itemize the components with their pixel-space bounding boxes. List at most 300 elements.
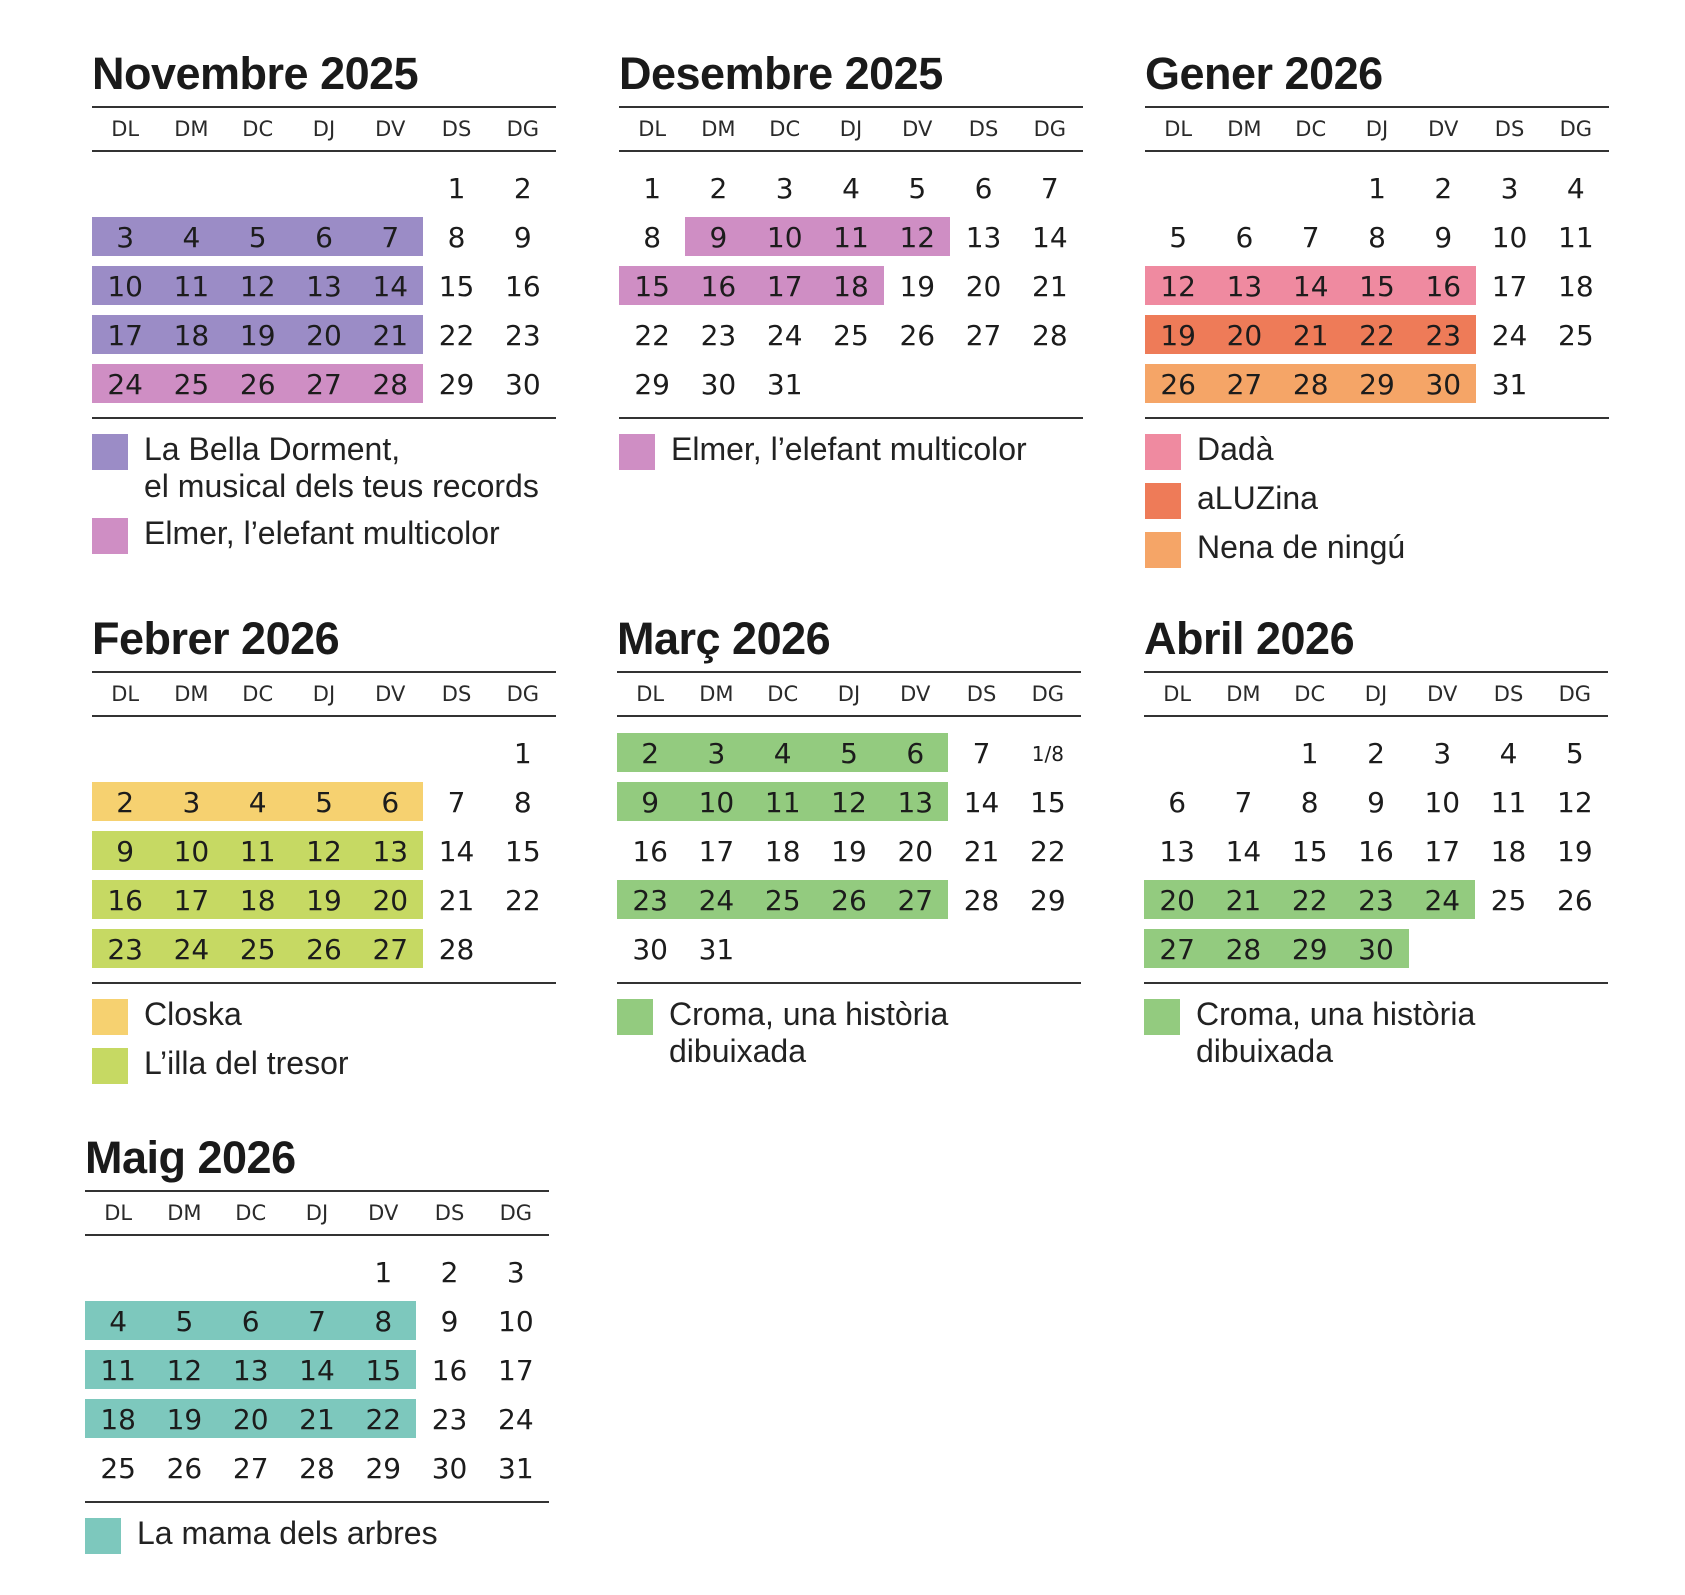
day-cell[interactable]: 2 [1367,737,1385,770]
month-title: Novembre 2025 [92,48,419,99]
day-cell[interactable]: 9 [1367,786,1385,819]
weekday-dg: DG [499,1201,533,1225]
day-cell[interactable]: 15 [505,835,541,868]
day-cell[interactable]: 26 [899,319,936,352]
day-cell[interactable]: 13 [1159,835,1195,868]
day-cell[interactable]: 1 [1300,737,1319,770]
day-cell[interactable]: 10 [1424,786,1461,819]
day-cell[interactable]: 3 [182,786,201,819]
day-cell[interactable]: 17 [766,270,803,303]
day-cell[interactable]: 15 [438,270,475,303]
day-cell[interactable]: 1 [513,737,532,770]
weekday-dm: DM [701,117,736,141]
day-cell[interactable]: 10 [1491,221,1528,254]
day-cell[interactable]: 24 [107,368,143,401]
day-cell[interactable]: 10 [498,1305,534,1338]
day-cell[interactable]: 14 [299,1354,335,1387]
month-nov-2025 [92,42,556,564]
day-cell[interactable]: 6 [1235,221,1254,254]
day-cell[interactable]: 31 [766,368,803,401]
weekday-header [92,671,556,717]
day-cell[interactable]: 28 [299,1452,335,1485]
day-cell[interactable]: 3 [506,1256,525,1289]
legend [617,996,1081,1070]
day-cell[interactable]: 27 [897,884,934,917]
day-cell[interactable]: 29 [1291,933,1328,966]
day-cell[interactable]: 29 [365,1452,402,1485]
day-cell[interactable]: 5 [175,1305,194,1338]
legend-label: La Bella Dorment, el musical dels teus records [144,431,539,504]
weekday-dc: DC [235,1201,267,1225]
day-cell[interactable]: 7 [972,737,991,770]
day-cell[interactable]: 10 [107,270,143,303]
weekday-ds: DS [441,682,472,706]
weekday-dl: DL [111,117,140,141]
day-cell[interactable]: 20 [965,270,1002,303]
day-cell[interactable]: 20 [1226,319,1263,352]
day-cell[interactable]: 18 [100,1403,136,1436]
weekday-dg: DG [1031,682,1065,706]
day-cell[interactable]: 6 [315,221,333,254]
weekday-dl: DL [638,117,667,141]
week-row [92,876,556,925]
legend-label: Croma, una història dibuixada [1196,996,1476,1069]
day-cell[interactable]: 2 [709,172,728,205]
weekday-ds: DS [1494,117,1525,141]
legend-swatch-aluzina [1145,483,1181,519]
day-cell[interactable]: 30 [431,1452,468,1485]
weekday-header [85,1190,549,1236]
weekday-dv: DV [368,1201,399,1225]
day-cell[interactable]: 29 [634,368,670,401]
month-may-2026 [85,1126,549,1564]
legend-swatch-closka [92,999,128,1035]
month-title: Gener 2026 [1145,48,1383,99]
weekday-dv: DV [375,682,406,706]
day-cell[interactable]: 11 [1490,786,1527,819]
day-cell[interactable]: 23 [1358,884,1394,917]
legend-label: Croma, una història dibuixada [669,996,949,1069]
day-grid [617,717,1081,974]
day-cell[interactable]: 26 [1557,884,1593,917]
legend-item [619,431,1083,470]
weekday-ds: DS [968,117,999,141]
day-cell[interactable]: 23 [1425,319,1462,352]
day-cell[interactable]: 30 [505,368,541,401]
day-cell[interactable]: 27 [306,368,342,401]
day-cell[interactable]: 26 [166,1452,203,1485]
day-cell[interactable]: 3 [1433,737,1452,770]
day-cell[interactable]: 31 [498,1452,534,1485]
day-cell[interactable]: 23 [107,933,143,966]
day-cell[interactable]: 2 [116,786,135,819]
day-cell[interactable]: 26 [239,368,276,401]
day-cell[interactable]: 16 [1425,270,1462,303]
day-cell[interactable]: 15 [1291,835,1328,868]
week-row [617,925,1081,974]
day-cell[interactable]: 2 [440,1256,459,1289]
day-cell[interactable]: 30 [1425,368,1462,401]
day-cell[interactable]: 24 [698,884,735,917]
day-cell[interactable]: 4 [109,1305,128,1338]
day-cell[interactable]: 7 [1301,221,1320,254]
day-cell[interactable]: 22 [1359,319,1395,352]
day-cell[interactable]: 22 [365,1403,402,1436]
day-cell[interactable]: 16 [1358,835,1394,868]
day-cell[interactable]: 12 [899,221,936,254]
day-cell[interactable]: 20 [306,319,342,352]
day-cell[interactable]: 5 [248,221,267,254]
day-cell[interactable]: 9 [513,221,532,254]
day-cell[interactable]: 22 [1291,884,1328,917]
weekday-header [619,106,1083,152]
day-cell[interactable]: 13 [232,1354,269,1387]
day-cell[interactable]: 14 [1225,835,1262,868]
day-cell[interactable]: 18 [764,835,801,868]
day-cell[interactable]: 6 [1168,786,1187,819]
day-cell[interactable]: 27 [1226,368,1263,401]
legend-swatch-croma [617,999,653,1035]
day-cell[interactable]: 12 [166,1354,203,1387]
day-cell[interactable]: 14 [963,786,1000,819]
day-cell[interactable]: 27 [1159,933,1195,966]
day-cell[interactable]: 25 [1490,884,1527,917]
legend [619,431,1083,470]
weekday-ds: DS [434,1201,465,1225]
day-cell[interactable]: 11 [764,786,801,819]
day-cell[interactable]: 13 [372,835,409,868]
day-cell[interactable]: 20 [232,1403,269,1436]
legend [1145,431,1609,568]
week-row [85,1444,549,1493]
day-cell[interactable]: 15 [1359,270,1395,303]
day-cell[interactable]: 31 [698,933,735,966]
day-cell[interactable]: 14 [1292,270,1329,303]
day-cell[interactable]: 19 [1557,835,1593,868]
day-cell[interactable]: 1 [643,172,662,205]
day-cell[interactable]: 3 [775,172,794,205]
day-cell[interactable]: 15 [365,1354,402,1387]
weekday-dj: DJ [312,682,336,706]
day-cell[interactable]: 28 [1292,368,1329,401]
day-cell[interactable]: 11 [239,835,276,868]
day-cell[interactable]: 19 [306,884,342,917]
day-cell[interactable]: 12 [831,786,867,819]
day-cell[interactable]: 25 [833,319,869,352]
day-cell[interactable]: 6 [381,786,400,819]
day-cell[interactable]: 24 [498,1403,534,1436]
day-cell[interactable]: 15 [1030,786,1066,819]
day-cell[interactable]: 17 [498,1354,534,1387]
week-row [617,876,1081,925]
day-cell[interactable]: 23 [431,1403,468,1436]
day-cell[interactable]: 11 [1558,221,1594,254]
week-row [619,262,1083,311]
day-cell[interactable]: 22 [634,319,670,352]
legend-swatch-mama [85,1518,121,1554]
day-cell[interactable]: 1 [447,172,466,205]
day-cell[interactable]: 17 [698,835,735,868]
day-cell[interactable]: 8 [447,221,466,254]
day-grid [1144,717,1608,974]
day-cell[interactable]: 19 [166,1403,203,1436]
day-cell[interactable]: 28 [372,368,409,401]
day-cell[interactable]: 6 [974,172,993,205]
day-cell[interactable]: 4 [842,172,860,205]
day-cell[interactable]: 16 [700,270,737,303]
weekday-dc: DC [1294,682,1326,706]
day-cell[interactable]: 8 [1300,786,1319,819]
day-cell[interactable]: 17 [107,319,143,352]
day-cell[interactable]: 6 [241,1305,260,1338]
legend-swatch-dada [1145,434,1181,470]
week-row [1144,778,1608,827]
bottom-divider [1145,417,1609,419]
day-cell[interactable]: 25 [764,884,801,917]
weekday-dl: DL [1163,682,1192,706]
day-cell[interactable]: 24 [766,319,803,352]
month-title: Abril 2026 [1144,613,1355,664]
day-cell[interactable]: 12 [1160,270,1196,303]
day-cell[interactable]: 1/8 [1031,741,1064,766]
day-cell[interactable]: 17 [1491,270,1528,303]
day-cell[interactable]: 20 [1159,884,1195,917]
day-cell[interactable]: 26 [1160,368,1196,401]
day-cell[interactable]: 13 [897,786,934,819]
day-cell[interactable]: 5 [1169,221,1188,254]
day-cell[interactable]: 5 [908,172,927,205]
day-cell[interactable]: 29 [1359,368,1395,401]
day-cell[interactable]: 18 [833,270,869,303]
day-cell[interactable]: 10 [766,221,803,254]
weekday-dv: DV [1428,117,1459,141]
weekday-dj: DJ [1365,117,1389,141]
day-cell[interactable]: 18 [1490,835,1527,868]
legend-item [1144,996,1608,1070]
day-cell[interactable]: 9 [116,835,135,868]
bottom-divider [1144,982,1608,984]
day-cell[interactable]: 16 [632,835,668,868]
day-grid [92,717,556,974]
day-cell[interactable]: 18 [1558,270,1594,303]
legend-item [92,431,556,505]
day-cell[interactable]: 21 [299,1403,335,1436]
day-cell[interactable]: 28 [438,933,475,966]
day-cell[interactable]: 24 [1424,884,1461,917]
legend-label: L’illa del tresor [144,1045,349,1081]
day-grid [85,1236,549,1493]
day-cell[interactable]: 3 [116,221,135,254]
day-cell[interactable]: 1 [1368,172,1386,205]
week-row [92,360,556,409]
bottom-divider [617,982,1081,984]
day-cell[interactable]: 13 [1226,270,1263,303]
weekday-dj: DJ [837,682,861,706]
day-cell[interactable]: 7 [308,1305,326,1338]
day-cell[interactable]: 2 [1434,172,1453,205]
day-cell[interactable]: 12 [239,270,276,303]
month-jan-2026 [1145,42,1609,578]
bottom-divider [619,417,1083,419]
day-cell[interactable]: 21 [1225,884,1262,917]
day-cell[interactable]: 13 [306,270,342,303]
weekday-dl: DL [1164,117,1193,141]
day-cell[interactable]: 7 [1040,172,1059,205]
day-cell[interactable]: 1 [374,1256,393,1289]
day-cell[interactable]: 2 [513,172,532,205]
day-cell[interactable]: 7 [447,786,466,819]
day-cell[interactable]: 21 [963,835,1000,868]
day-cell[interactable]: 23 [700,319,737,352]
day-cell[interactable]: 31 [1491,368,1528,401]
day-cell[interactable]: 25 [100,1452,136,1485]
weekday-dv: DV [375,117,406,141]
month-title: Maig 2026 [85,1132,296,1183]
day-cell[interactable]: 2 [641,737,660,770]
day-cell[interactable]: 4 [248,786,267,819]
day-cell[interactable]: 28 [1225,933,1262,966]
day-cell[interactable]: 30 [1358,933,1394,966]
week-row [1145,262,1609,311]
legend-label: Nena de ningú [1197,529,1406,565]
day-cell[interactable]: 30 [700,368,737,401]
day-cell[interactable]: 7 [381,221,400,254]
bottom-divider [92,417,556,419]
day-cell[interactable]: 28 [1032,319,1068,352]
bottom-divider [85,1501,549,1503]
day-cell[interactable]: 21 [1032,270,1068,303]
week-row [92,262,556,311]
day-cell[interactable]: 4 [773,737,792,770]
day-cell[interactable]: 10 [173,835,210,868]
week-row [1145,213,1609,262]
day-cell[interactable]: 3 [707,737,726,770]
day-cell[interactable]: 19 [899,270,936,303]
day-cell[interactable]: 23 [632,884,668,917]
legend-item [1145,431,1609,470]
week-row [92,827,556,876]
day-cell[interactable]: 13 [965,221,1002,254]
day-cell[interactable]: 25 [173,368,210,401]
day-cell[interactable]: 21 [372,319,409,352]
weekday-header [1144,671,1608,717]
week-row [92,925,556,974]
day-cell[interactable]: 19 [1160,319,1196,352]
day-cell[interactable]: 4 [1499,737,1518,770]
day-cell[interactable]: 9 [709,221,728,254]
day-cell[interactable]: 22 [505,884,541,917]
day-cell[interactable]: 30 [632,933,668,966]
month-feb-2026 [92,607,556,1094]
day-cell[interactable]: 27 [232,1452,269,1485]
day-cell[interactable]: 12 [306,835,342,868]
day-cell[interactable]: 17 [1424,835,1461,868]
day-cell[interactable]: 25 [239,933,276,966]
day-cell[interactable]: 20 [897,835,934,868]
weekday-dm: DM [1226,682,1261,706]
day-cell[interactable]: 8 [374,1305,393,1338]
day-cell[interactable]: 5 [315,786,333,819]
day-cell[interactable]: 29 [1030,884,1066,917]
day-cell[interactable]: 21 [1292,319,1329,352]
day-cell[interactable]: 27 [372,933,409,966]
day-cell[interactable]: 26 [831,884,867,917]
day-cell[interactable]: 25 [1558,319,1594,352]
week-row [92,778,556,827]
legend [1144,996,1608,1070]
day-cell[interactable]: 22 [438,319,475,352]
day-cell[interactable]: 16 [107,884,143,917]
day-cell[interactable]: 14 [1032,221,1068,254]
day-cell[interactable]: 22 [1030,835,1066,868]
day-cell[interactable]: 14 [438,835,475,868]
day-cell[interactable]: 18 [239,884,276,917]
day-cell[interactable]: 28 [963,884,1000,917]
day-cell[interactable]: 11 [833,221,869,254]
month-dec-2025 [619,42,1083,480]
week-row [1144,876,1608,925]
day-cell[interactable]: 9 [440,1305,459,1338]
day-cell[interactable]: 3 [1500,172,1519,205]
day-grid [92,152,556,409]
weekday-dc: DC [242,117,274,141]
day-cell[interactable]: 16 [431,1354,468,1387]
day-cell[interactable]: 11 [100,1354,136,1387]
day-cell[interactable]: 19 [239,319,276,352]
day-cell[interactable]: 16 [505,270,541,303]
legend [85,1515,549,1554]
day-grid [1145,152,1609,409]
day-cell[interactable]: 12 [1557,786,1593,819]
day-cell[interactable]: 4 [182,221,201,254]
day-cell[interactable]: 11 [173,270,210,303]
day-cell[interactable]: 23 [505,319,541,352]
weekday-ds: DS [441,117,472,141]
legend-swatch-croma [1144,999,1180,1035]
day-cell[interactable]: 14 [372,270,409,303]
week-row [1144,729,1608,778]
weekday-ds: DS [966,682,997,706]
day-cell[interactable]: 7 [1234,786,1253,819]
week-row [92,311,556,360]
day-cell[interactable]: 18 [173,319,210,352]
day-cell[interactable]: 8 [1368,221,1386,254]
day-cell[interactable]: 19 [831,835,867,868]
day-cell[interactable]: 10 [698,786,735,819]
day-cell[interactable]: 24 [1491,319,1528,352]
legend-item [92,996,556,1035]
day-cell[interactable]: 17 [173,884,210,917]
week-row [617,827,1081,876]
legend [92,996,556,1084]
day-cell[interactable]: 4 [1566,172,1585,205]
day-cell[interactable]: 26 [306,933,342,966]
day-cell[interactable]: 9 [641,786,660,819]
day-cell[interactable]: 9 [1434,221,1453,254]
day-cell[interactable]: 15 [634,270,670,303]
day-cell[interactable]: 8 [513,786,532,819]
weekday-dg: DG [1558,682,1592,706]
day-cell[interactable]: 5 [1565,737,1584,770]
day-cell[interactable]: 27 [965,319,1002,352]
day-cell[interactable]: 8 [643,221,662,254]
day-cell[interactable]: 5 [840,737,858,770]
day-cell[interactable]: 6 [906,737,925,770]
day-cell[interactable]: 24 [173,933,210,966]
day-cell[interactable]: 20 [372,884,409,917]
day-cell[interactable]: 29 [438,368,475,401]
day-cell[interactable]: 21 [438,884,475,917]
